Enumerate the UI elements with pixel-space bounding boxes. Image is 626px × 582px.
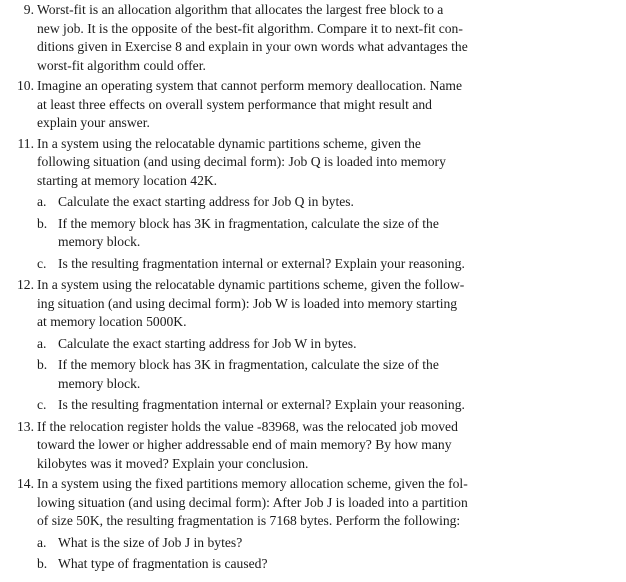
- subquestion-letter: b.: [37, 215, 48, 231]
- text-line: In a system using the relocatable dynamic partitions scheme, given the follow-: [37, 277, 465, 292]
- text-line: at least three effects on overall system performance that might result and: [37, 96, 432, 112]
- text-line: explain your answer.: [37, 115, 150, 130]
- exercise-12: [0, 276, 626, 415]
- text-line: In a system using the relocatable dynamic partitions scheme, given the: [37, 135, 421, 151]
- subquestion-text: [58, 335, 626, 354]
- text-line: at memory location 5000K.: [37, 314, 187, 329]
- subquestion-letter: a.: [37, 534, 47, 550]
- subquestion-text: [58, 396, 626, 415]
- text-line: worst-fit algorithm could offer.: [37, 57, 206, 73]
- exercise-number: 12.: [17, 277, 34, 292]
- exercise-text: [37, 77, 495, 133]
- subquestion-c: [0, 255, 626, 274]
- subquestion-a: [0, 193, 626, 212]
- text-line: memory block.: [58, 234, 141, 249]
- exercise-text: [37, 135, 495, 191]
- exercise-number: 11.: [17, 135, 34, 151]
- text-line: toward the lower or higher addressable end of main memory? By how many: [37, 437, 452, 452]
- subquestion-letter: c.: [37, 397, 47, 412]
- text-line: Calculate the exact starting address for Job Q in bytes.: [58, 194, 354, 209]
- subquestion-a: [0, 534, 626, 553]
- subquestion-text: [58, 215, 626, 252]
- exercise-text: [37, 475, 495, 531]
- text-line: If the memory block has 3K in fragmentation, calculate the size of the: [58, 215, 439, 231]
- subquestion-b: [0, 215, 626, 252]
- text-line: Calculate the exact starting address for Job W in bytes.: [58, 335, 357, 351]
- exercise-number: 14.: [17, 476, 34, 491]
- exercise-number: 9.: [23, 2, 34, 17]
- exercise-14: [0, 475, 626, 574]
- exercise-text: [37, 1, 495, 75]
- subquestion-letter: b.: [37, 556, 48, 571]
- exercise-list: [0, 1, 626, 577]
- subquestion-letter: b.: [37, 357, 48, 372]
- text-line: new job. It is the opposite of the best-fit algorithm. Compare it to next-fit con-: [37, 20, 463, 36]
- text-line: Is the resulting fragmentation internal or external? Explain your reasoning.: [58, 255, 465, 271]
- subquestion-text: [58, 193, 626, 212]
- subquestion-b: [0, 356, 626, 393]
- subquestion-a: [0, 335, 626, 354]
- text-line: starting at memory location 42K.: [37, 172, 218, 188]
- text-line: of size 50K, the resulting fragmentation is 7168 bytes. Perform the following:: [37, 513, 461, 528]
- text-line: ditions given in Exercise 8 and explain in your own words what advantages the: [37, 39, 468, 54]
- subquestion-letter: a.: [37, 194, 47, 209]
- text-line: If the memory block has 3K in fragmentation, calculate the size of the: [58, 357, 439, 372]
- subquestion-letter: c.: [37, 255, 47, 271]
- exercise-text: [37, 418, 495, 474]
- text-line: memory block.: [58, 375, 141, 391]
- text-line: What is the size of Job J in bytes?: [58, 534, 243, 550]
- subquestion-c: [0, 396, 626, 415]
- subquestion-b: [0, 555, 626, 574]
- text-line: Worst-fit is an allocation algorithm that allocates the largest free block to a: [37, 2, 444, 17]
- subquestion-list: [0, 193, 626, 273]
- text-line: Is the resulting fragmentation internal or external? Explain your reasoning.: [58, 397, 465, 412]
- exercise-number: 10.: [17, 78, 34, 93]
- exercise-number: 13.: [17, 418, 34, 434]
- exercise-10: [0, 77, 626, 133]
- exercise-11: [0, 135, 626, 274]
- subquestion-list: [0, 534, 626, 574]
- text-line: following situation (and using decimal form): Job Q is loaded into memory: [37, 154, 446, 169]
- text-line: If the relocation register holds the value -83968, was the relocated job moved: [37, 418, 458, 434]
- subquestion-list: [0, 335, 626, 415]
- exercise-9: [0, 1, 626, 75]
- text-line: In a system using the fixed partitions memory allocation scheme, given the fol-: [37, 476, 468, 491]
- text-line: lowing situation (and using decimal form): After Job J is loaded into a partition: [37, 494, 468, 510]
- subquestion-text: [58, 534, 626, 553]
- text-line: Imagine an operating system that cannot perform memory deallocation. Name: [37, 78, 463, 93]
- text-line: What type of fragmentation is caused?: [58, 556, 268, 571]
- subquestion-letter: a.: [37, 335, 47, 351]
- subquestion-text: [58, 356, 626, 393]
- text-line: kilobytes was it moved? Explain your conclusion.: [37, 455, 309, 471]
- exercise-13: [0, 418, 626, 474]
- text-line: ing situation (and using decimal form): Job W is loaded into memory starting: [37, 295, 458, 311]
- exercise-text: [37, 276, 495, 332]
- subquestion-text: [58, 255, 626, 274]
- subquestion-text: [58, 555, 626, 574]
